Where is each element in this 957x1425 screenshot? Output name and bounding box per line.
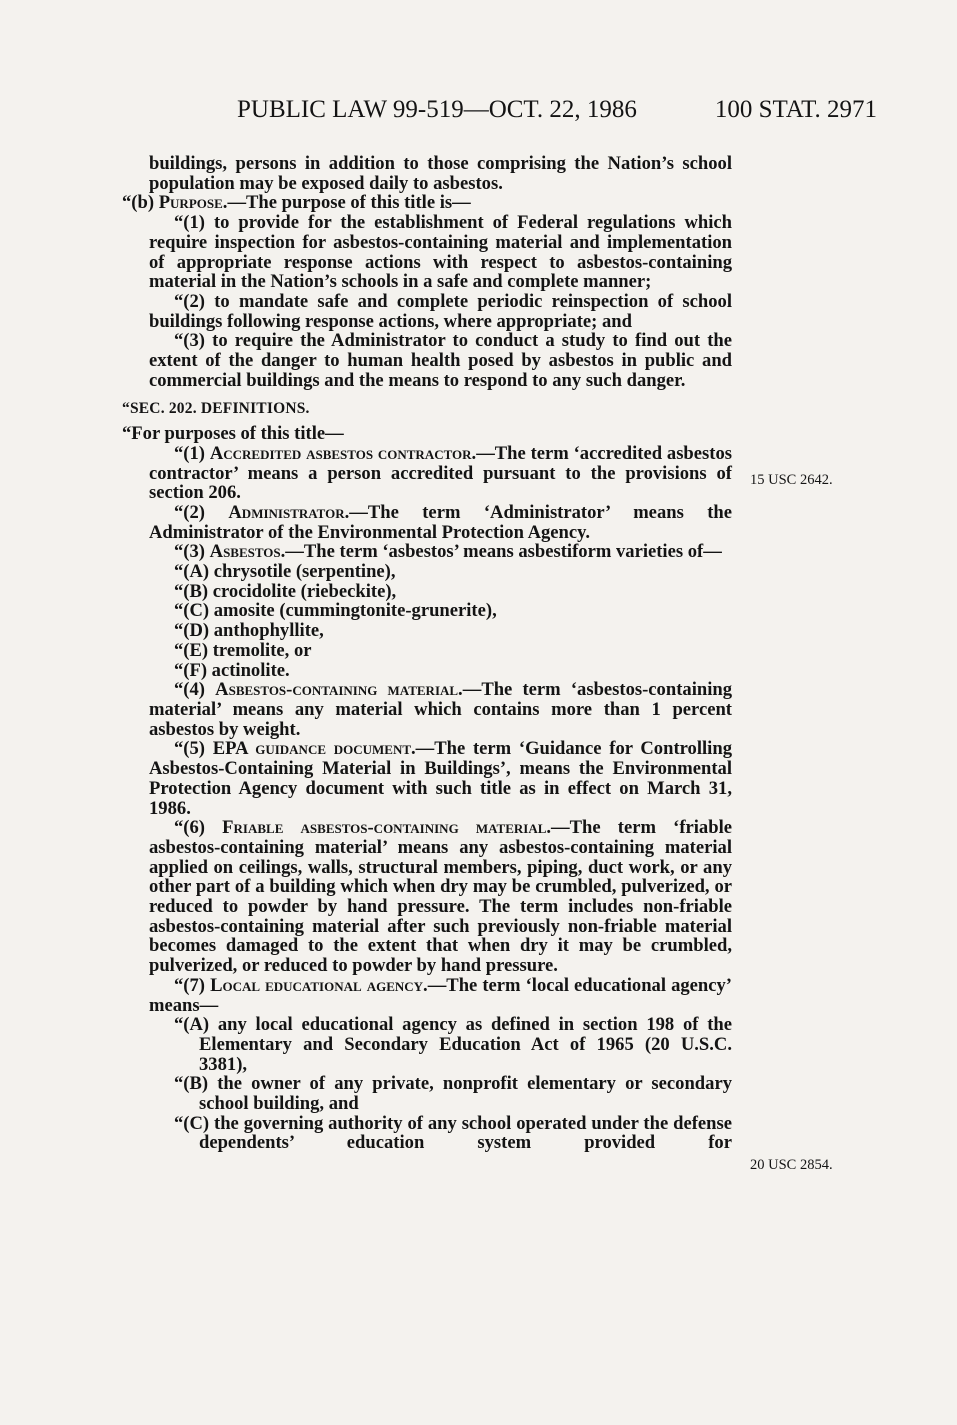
- definition-3-label: “(3): [174, 541, 205, 563]
- definition-6-label: “(6): [174, 817, 205, 839]
- definition-3-heading: Asbestos.: [209, 541, 286, 563]
- subsection-b-label: “(b): [122, 192, 155, 214]
- asbestos-variety-a: “(A) chrysotile (serpentine),: [174, 561, 396, 583]
- definition-5-label: “(5) EPA: [174, 738, 248, 760]
- definition-6-heading: Friable asbestos-containing material.: [222, 817, 552, 839]
- definition-5-heading: guidance document.: [255, 738, 416, 760]
- subsection-b: [122, 193, 732, 213]
- continued-paragraph: buildings, persons in addition to those comprising the Nation’s school population may be exposed daily to asbestos.: [149, 153, 732, 194]
- definition-1-heading: Accredited asbestos contractor.: [209, 442, 477, 464]
- subsection-b-text: —The purpose of this title is—: [227, 192, 471, 214]
- purpose-3: “(3) to require the Administrator to conduct a study to find out the extent of the danger to human health posed by asbestos in public and commercial buildings and the means to respond to any such danger.: [149, 330, 732, 391]
- asbestos-variety-f: “(F) actinolite.: [174, 659, 290, 681]
- definition-7-label: “(7): [174, 974, 205, 996]
- asbestos-variety-d: “(D) anthophyllite,: [174, 620, 324, 642]
- lea-clause-a: “(A) any local educational agency as defined in section 198 of the Elementary and Secondary Education Act of 1965 (20 U.S.C. 3381),: [174, 1014, 732, 1075]
- document-body: [122, 154, 732, 1153]
- definition-5-text: —The term ‘Guidance for Controlling Asbestos-Containing Material in Buildings’, means the Environmental Protection Agency document with such title as in effect on March 31, 1986.: [149, 738, 732, 819]
- purpose-2: “(2) to mandate safe and complete periodic reinspection of school buildings following response actions, where appropriate; and: [149, 290, 732, 332]
- definition-1: [122, 444, 732, 503]
- asbestos-variety-e: “(E) tremolite, or: [174, 639, 312, 661]
- running-header: [237, 96, 877, 126]
- definition-4: [122, 680, 732, 739]
- definition-7: [122, 976, 732, 1015]
- definition-4-label: “(4): [174, 679, 205, 701]
- margin-note-sec198: 20 USC 2854.: [750, 1157, 833, 1173]
- definition-2-text: —The term ‘Administrator’ means the Administrator of the Environmental Protection Agency.: [149, 501, 732, 543]
- definition-2: [122, 503, 732, 542]
- definition-1-label: “(1): [174, 442, 205, 464]
- definition-2-heading: Administrator.: [228, 501, 350, 523]
- definition-3-text: —The term ‘asbestos’ means asbestiform varieties of—: [285, 541, 722, 563]
- definition-4-heading: Asbestos-containing material.: [215, 679, 463, 701]
- subsection-b-heading: Purpose.: [158, 192, 228, 214]
- header-page-number: 100 STAT. 2971: [714, 96, 877, 123]
- definition-4-text: —The term ‘asbestos-containing material’ means any material which contains more than 1 percent asbestos by weight.: [149, 679, 732, 740]
- lea-clause-b: “(B) the owner of any private, nonprofit elementary or secondary school building, and: [174, 1073, 732, 1115]
- section-202-heading: “SEC. 202. DEFINITIONS.: [122, 400, 310, 418]
- purpose-1: “(1) to provide for the establishment of Federal regulations which require inspection for asbestos-containing material and implementation of appropriate response actions with respect to asbestos-containing material in the Nation’s schools in a safe and complete manner;: [149, 212, 732, 293]
- asbestos-variety-c: “(C) amosite (cummingtonite-grunerite),: [174, 600, 497, 622]
- definition-6-text: —The term ‘friable asbestos-containing material’ means any asbestos-containing material applied on ceilings, walls, structural members, piping, duct work, or any other part of a building which when dry may be crumbled, pulverized, or reduced to powder by hand pressure. The term includes non-friable asbestos-containing material after such previously non-friable material becomes damaged to the extent that when dry it may be crumbled, pulverized, or reduced to powder by hand pressure.: [149, 817, 732, 977]
- definition-7-heading: Local educational agency.: [210, 974, 428, 996]
- definition-6: [122, 818, 732, 976]
- header-title: PUBLIC LAW 99-519—OCT. 22, 1986: [237, 96, 637, 123]
- lea-clause-c: “(C) the governing authority of any school operated under the defense dependents’ education system provided for: [174, 1112, 732, 1154]
- definition-7-text: —The term ‘local educational agency’ means—: [149, 974, 732, 1016]
- definition-5: [122, 739, 732, 818]
- asbestos-variety-b: “(B) crocidolite (riebeckite),: [174, 580, 397, 602]
- definitions-intro: “For purposes of this title—: [122, 423, 344, 445]
- definition-2-label: “(2): [174, 501, 205, 523]
- definition-3: [122, 542, 732, 562]
- margin-note-sec202: 15 USC 2642.: [750, 472, 833, 488]
- definition-1-text: —The term ‘accredited asbestos contractor’ means a person accredited pursuant to the provisions of section 206.: [149, 442, 732, 504]
